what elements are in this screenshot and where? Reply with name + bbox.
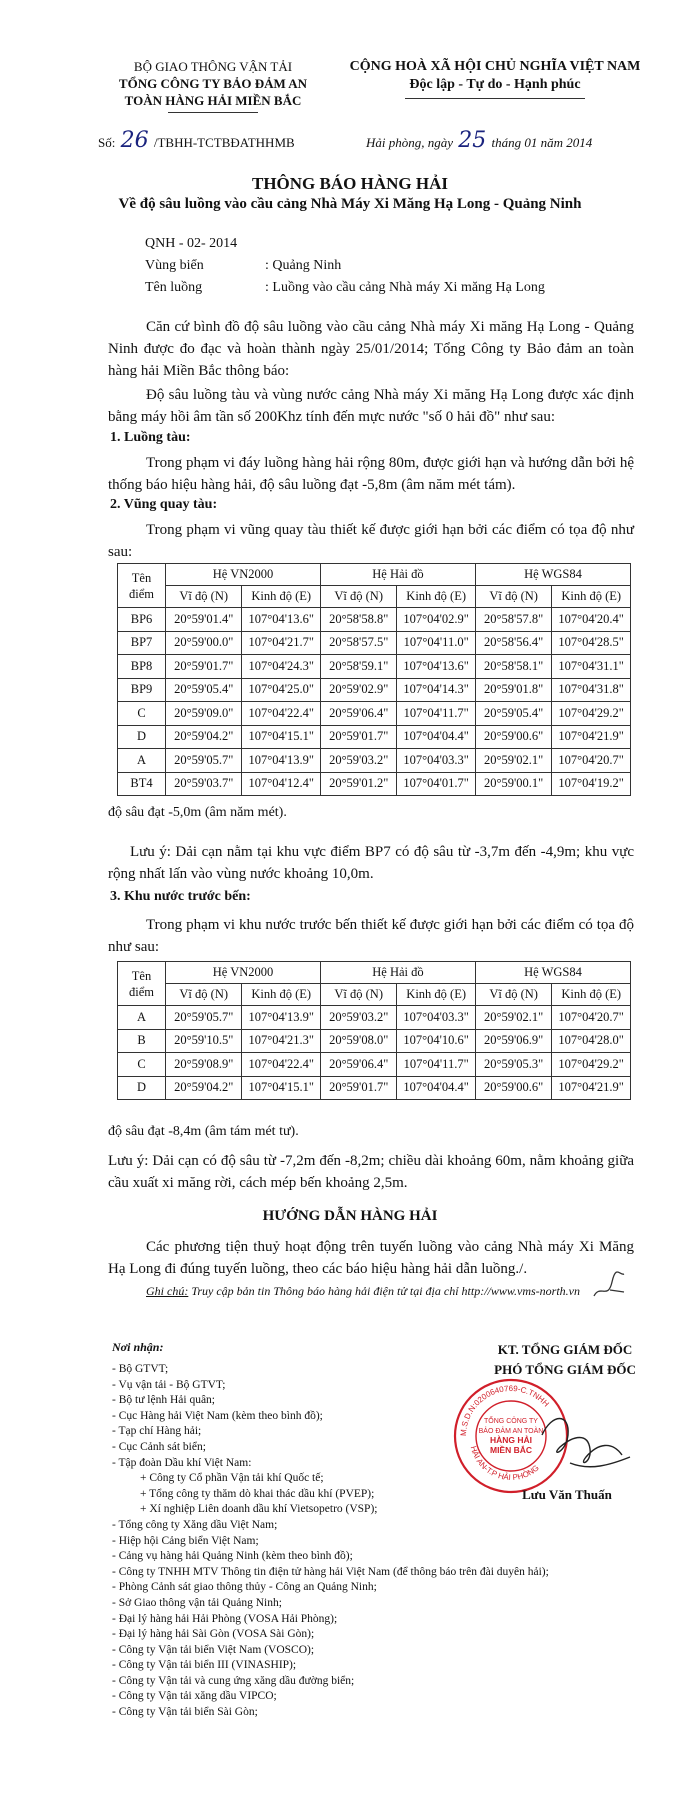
table-row: [118, 772, 631, 796]
coordinate-cell: 20°59'02.1": [475, 1006, 551, 1030]
section-3-text: Trong phạm vi khu nước trước bến thiết kế được giới hạn bởi các điểm có tọa độ như sau:: [108, 917, 634, 955]
table-header-lat: Vĩ độ (N): [475, 984, 551, 1006]
coordinate-cell: 107°04'21.7": [242, 631, 321, 655]
sea-area-label: Vùng biển: [145, 258, 204, 273]
recipient-item: - Công ty Vận tải biển III (VINASHIP);: [112, 1659, 297, 1672]
coordinate-cell: 20°59'06.4": [320, 1053, 396, 1077]
coordinate-cell: 107°04'02.9": [397, 608, 476, 632]
recipient-item: - Vụ vận tải - Bộ GTVT;: [112, 1378, 226, 1391]
berth-front-coordinates-table: [117, 961, 631, 1100]
recipient-item: - Công ty Vận tải xăng dầu VIPCO;: [112, 1690, 277, 1703]
coordinate-cell: 20°59'03.7": [166, 772, 242, 796]
coordinate-cell: 20°59'08.9": [166, 1053, 242, 1077]
guidance-note: [146, 1284, 580, 1299]
guidance-heading: HƯỚNG DẪN HÀNG HẢI: [262, 1208, 438, 1224]
coordinate-cell: 20°58'57.5": [320, 631, 396, 655]
coordinate-cell: 20°58'58.1": [475, 655, 551, 679]
table-header-lon: Kinh độ (E): [397, 984, 476, 1006]
point-name-cell: BT4: [118, 772, 166, 796]
table-row: [118, 1053, 631, 1077]
coordinate-cell: 20°59'01.7": [166, 655, 242, 679]
table-header-lon: Kinh độ (E): [552, 586, 631, 608]
recipient-item: - Phòng Cảnh sát giao thông thủy - Công an Quảng Ninh;: [112, 1581, 377, 1594]
coordinate-cell: 20°59'10.5": [166, 1029, 242, 1053]
coordinate-cell: 107°04'19.2": [552, 772, 631, 796]
coordinate-cell: 107°04'10.6": [397, 1029, 476, 1053]
section-1-text: Trong phạm vi đáy luồng hàng hải rộng 80m, được giới hạn và hướng dẫn bởi hệ thống báo hiệu hàng hải, độ sâu luồng đạt -5,8m (âm năm mét tám).: [108, 455, 634, 493]
sea-area-value: : Quảng Ninh: [265, 258, 342, 273]
recipient-item: + Công ty Cổ phần Vận tải khí Quốc tế;: [140, 1472, 324, 1485]
stamp-center-line: TỔNG CÔNG TY: [484, 1418, 538, 1425]
recipient-item: - Tạp chí Hàng hải;: [112, 1425, 202, 1438]
recipient-item: - Cục Hàng hải Việt Nam (kèm theo bình đồ);: [112, 1409, 323, 1422]
coordinate-cell: 20°59'04.2": [166, 725, 242, 749]
coordinate-cell: 107°04'20.7": [552, 749, 631, 773]
stamp-ring-path: M.S.D.N:0200640769-C.TNHH: [458, 1383, 551, 1437]
recipients-heading: Nơi nhận:: [112, 1340, 164, 1354]
org-name-line2: TOÀN HÀNG HẢI MIỀN BẮC: [124, 93, 302, 108]
recipient-item: - Đại lý hàng hải Sài Gòn (VOSA Sài Gòn);: [112, 1628, 315, 1641]
header-left-rule: [168, 112, 258, 113]
section-1-heading: 1. Luồng tàu:: [110, 430, 191, 445]
section-3-depth: độ sâu đạt -8,4m (âm tám mét tư).: [108, 1124, 299, 1139]
stamp-center-line: BẢO ĐẢM AN TOÀN: [478, 1428, 544, 1435]
coordinate-cell: 20°59'06.4": [320, 702, 396, 726]
coordinate-cell: 107°04'20.4": [552, 608, 631, 632]
channel-value: : Luồng vào cầu cảng Nhà máy Xi măng Hạ Long: [265, 280, 545, 295]
coordinate-cell: 107°04'11.0": [397, 631, 476, 655]
coordinate-cell: 20°59'01.7": [320, 725, 396, 749]
stamp-bottom-path: HẢI AN-T.P HẢI PHÒNG: [468, 1445, 541, 1483]
coordinate-cell: 20°59'00.6": [475, 1076, 551, 1100]
coordinate-cell: 107°04'12.4": [242, 772, 321, 796]
coordinate-cell: 107°04'20.7": [552, 1006, 631, 1030]
recipient-item: - Công ty TNHH MTV Thông tin điện tử hàng hải Việt Nam (để thông báo trên đài duyên hải);: [112, 1565, 549, 1578]
coordinate-cell: 107°04'28.5": [552, 631, 631, 655]
org-name-line1: TỔNG CÔNG TY BẢO ĐẢM AN: [118, 76, 308, 91]
stamp-center-line: MIỀN BẮC: [489, 1445, 533, 1455]
recipient-item: - Công ty Vận tải biển Sài Gòn;: [112, 1706, 258, 1719]
section-2-heading: 2. Vũng quay tàu:: [110, 497, 218, 512]
recipient-item: + Tổng công ty thăm dò khai thác dầu khí (PVEP);: [140, 1487, 375, 1500]
coordinate-cell: 107°04'29.2": [552, 1053, 631, 1077]
coordinate-cell: 20°58'58.8": [320, 608, 396, 632]
table-header-point: Tên điểm: [118, 962, 166, 1006]
coordinate-cell: 20°59'02.9": [320, 678, 396, 702]
note-label: Ghi chú:: [146, 1284, 189, 1298]
coordinate-cell: 107°04'21.3": [242, 1029, 321, 1053]
coordinate-cell: 20°59'00.1": [475, 772, 551, 796]
table-row: [118, 1006, 631, 1030]
point-name-cell: B: [118, 1029, 166, 1053]
stamp-center-line: HÀNG HẢI: [489, 1435, 533, 1445]
point-name-cell: C: [118, 1053, 166, 1077]
coordinate-cell: 107°04'03.3": [397, 1006, 476, 1030]
recipients-list: [112, 1362, 592, 1721]
coordinate-cell: 20°59'01.7": [320, 1076, 396, 1100]
recipient-item: - Đại lý hàng hải Hải Phòng (VOSA Hải Phòng);: [112, 1612, 338, 1625]
header-right-rule: [405, 98, 585, 99]
coordinate-cell: 20°59'05.4": [166, 678, 242, 702]
coordinate-cell: 20°58'57.8": [475, 608, 551, 632]
coordinate-cell: 20°59'03.2": [320, 749, 396, 773]
coordinate-cell: 20°59'00.6": [475, 725, 551, 749]
table-header-lat: Vĩ độ (N): [320, 984, 396, 1006]
recipient-item: - Tập đoàn Dầu khí Việt Nam:: [112, 1456, 252, 1469]
turning-basin-coordinates-table: [117, 563, 631, 796]
coordinate-cell: 20°59'02.1": [475, 749, 551, 773]
table-header-vn2000: Hệ VN2000: [166, 962, 321, 984]
coordinate-cell: 107°04'31.1": [552, 655, 631, 679]
coordinate-cell: 107°04'25.0": [242, 678, 321, 702]
coordinate-cell: 20°59'05.3": [475, 1053, 551, 1077]
coordinate-cell: 20°59'03.2": [320, 1006, 396, 1030]
coordinate-cell: 107°04'04.4": [397, 725, 476, 749]
table-header-lon: Kinh độ (E): [552, 984, 631, 1006]
coordinate-cell: 107°04'04.4": [397, 1076, 476, 1100]
coordinate-cell: 20°59'01.4": [166, 608, 242, 632]
point-name-cell: C: [118, 702, 166, 726]
section-3-heading: 3. Khu nước trước bến:: [110, 889, 251, 904]
nation-name: CỘNG HOÀ XÃ HỘI CHỦ NGHĨA VIỆT NAM: [349, 59, 641, 74]
section-2-text: Trong phạm vi vũng quay tàu thiết kế được giới hạn bởi các điểm có tọa độ như sau:: [108, 522, 634, 560]
table-row: [118, 749, 631, 773]
date-day-handwritten: 25: [458, 128, 487, 153]
table-header-chart-datum: Hệ Hải đồ: [320, 564, 475, 586]
recipient-item: - Tổng công ty Xăng dầu Việt Nam;: [112, 1518, 278, 1531]
coordinate-cell: 107°04'13.9": [242, 1006, 321, 1030]
ref-number-handwritten: 26: [120, 128, 149, 153]
coordinate-cell: 20°59'05.7": [166, 1006, 242, 1030]
recipient-item: + Xí nghiệp Liên doanh dầu khí Vietsopetro (VSP);: [140, 1503, 378, 1516]
recipient-item: - Bộ GTVT;: [112, 1363, 169, 1375]
coordinate-cell: 107°04'22.4": [242, 1053, 321, 1077]
section-3-note: Lưu ý: Dải cạn có độ sâu từ -7,2m đến -8,2m; chiều dài khoảng 60m, nằm khoảng giữa cầu xuất xi măng rời, cách mép bến khoảng 2,5m.: [108, 1153, 634, 1191]
coordinate-cell: 107°04'22.4": [242, 702, 321, 726]
coordinate-cell: 20°59'01.2": [320, 772, 396, 796]
national-header: [330, 58, 660, 99]
table-header-wgs84: Hệ WGS84: [475, 564, 630, 586]
coordinate-cell: 20°58'59.1": [320, 655, 396, 679]
berth-front-table-body: [118, 1006, 631, 1100]
point-name-cell: BP6: [118, 608, 166, 632]
ministry-name: BỘ GIAO THÔNG VẬN TẢI: [133, 59, 293, 74]
coordinate-cell: 107°04'03.3": [397, 749, 476, 773]
table-header-lat: Vĩ độ (N): [320, 586, 396, 608]
coordinate-cell: 107°04'21.9": [552, 725, 631, 749]
initials-mark: [590, 1270, 630, 1304]
point-name-cell: BP9: [118, 678, 166, 702]
table-row: [118, 1076, 631, 1100]
coordinate-cell: 107°04'21.9": [552, 1076, 631, 1100]
table-row: [118, 702, 631, 726]
point-name-cell: BP8: [118, 655, 166, 679]
table-row: [118, 1029, 631, 1053]
coordinate-cell: 107°04'28.0": [552, 1029, 631, 1053]
table-header-lat: Vĩ độ (N): [475, 586, 551, 608]
date-suffix: tháng 01 năm 2014: [491, 135, 593, 150]
coordinate-cell: 107°04'15.1": [242, 1076, 321, 1100]
recipient-item: - Công ty Vận tải và cung ứng xăng dầu đường biển;: [112, 1674, 355, 1687]
notice-code: QNH - 02- 2014: [145, 236, 238, 251]
section-2-note: Lưu ý: Dải cạn nằm tại khu vực điểm BP7 có độ sâu từ -3,7m đến -4,9m; khu vực rộng nhất lấn vào vùng nước khoảng 10,0m.: [108, 844, 634, 882]
coordinate-cell: 107°04'11.7": [397, 1053, 476, 1077]
recipient-item: - Cục Cảnh sát biển;: [112, 1440, 206, 1453]
ref-prefix: Số:: [98, 135, 116, 150]
ref-suffix: /TBHH-TCTBĐATHHMB: [153, 135, 295, 150]
table-header-point: Tên điểm: [118, 564, 166, 608]
recipient-item: - Cảng vụ hàng hải Quảng Ninh (kèm theo bình đồ);: [112, 1550, 353, 1563]
coordinate-cell: 107°04'29.2": [552, 702, 631, 726]
point-name-cell: A: [118, 749, 166, 773]
section-2-depth: độ sâu đạt -5,0m (âm năm mét).: [108, 805, 287, 820]
signer-name: Lưu Văn Thuấn: [522, 1487, 612, 1502]
coordinate-cell: 107°04'11.7": [397, 702, 476, 726]
coordinate-cell: 20°59'00.0": [166, 631, 242, 655]
recipient-item: - Bộ tư lệnh Hải quân;: [112, 1394, 216, 1407]
coordinate-cell: 107°04'13.6": [242, 608, 321, 632]
document-title: THÔNG BÁO HÀNG HẢI: [252, 174, 448, 193]
coordinate-cell: 107°04'13.6": [397, 655, 476, 679]
coordinate-cell: 20°59'01.8": [475, 678, 551, 702]
table-header-chart-datum: Hệ Hải đồ: [320, 962, 475, 984]
coordinate-cell: 107°04'31.8": [552, 678, 631, 702]
table-header-lon: Kinh độ (E): [242, 586, 321, 608]
point-name-cell: BP7: [118, 631, 166, 655]
issue-date: [366, 128, 592, 153]
table-header-lon: Kinh độ (E): [242, 984, 321, 1006]
intro-paragraph-2: Độ sâu luồng tàu và vùng nước cảng Nhà máy Xi măng Hạ Long được xác định bằng máy hồi âm tần số 200Khz tính đến mực nước "số 0 hải đồ" như sau:: [108, 387, 634, 425]
table-header-vn2000: Hệ VN2000: [166, 564, 321, 586]
table-header-lon: Kinh độ (E): [397, 586, 476, 608]
table-row: [118, 725, 631, 749]
point-name-cell: D: [118, 1076, 166, 1100]
table-row: [118, 655, 631, 679]
coordinate-cell: 20°59'04.2": [166, 1076, 242, 1100]
coordinate-cell: 107°04'14.3": [397, 678, 476, 702]
coordinate-cell: 107°04'15.1": [242, 725, 321, 749]
intro-paragraph-1: Căn cứ bình đồ độ sâu luồng vào cầu cảng Nhà máy Xi măng Hạ Long - Quảng Ninh được đo đạc và hoàn thành ngày 25/01/2014; Tổng Công ty Bảo đảm an toàn hàng hải Miền Bắc thông báo:: [108, 319, 634, 379]
point-name-cell: D: [118, 725, 166, 749]
coordinate-cell: 20°59'09.0": [166, 702, 242, 726]
coordinate-cell: 107°04'24.3": [242, 655, 321, 679]
national-motto: Độc lập - Tự do - Hạnh phúc: [409, 77, 581, 92]
issuing-organization: [108, 58, 318, 113]
turning-basin-table-body: [118, 608, 631, 796]
recipient-item: - Công ty Vận tải biển Việt Nam (VOSCO);: [112, 1643, 315, 1656]
coordinate-cell: 20°58'56.4": [475, 631, 551, 655]
date-prefix: Hải phòng, ngày: [366, 135, 454, 150]
signature-title-line2: PHÓ TỔNG GIÁM ĐỐC: [494, 1362, 636, 1377]
reference-number: [98, 128, 295, 153]
signature-title-line1: KT. TỔNG GIÁM ĐỐC: [497, 1342, 633, 1357]
table-row: [118, 608, 631, 632]
table-row: [118, 631, 631, 655]
table-header-wgs84: Hệ WGS84: [475, 962, 630, 984]
table-header-lat: Vĩ độ (N): [166, 586, 242, 608]
coordinate-cell: 20°59'05.7": [166, 749, 242, 773]
recipient-item: - Sở Giao thông vận tải Quảng Ninh;: [112, 1596, 282, 1609]
coordinate-cell: 107°04'13.9": [242, 749, 321, 773]
coordinate-cell: 107°04'01.7": [397, 772, 476, 796]
table-header-lat: Vĩ độ (N): [166, 984, 242, 1006]
table-row: [118, 678, 631, 702]
channel-label: Tên luồng: [145, 280, 203, 295]
guidance-text: Các phương tiện thuỷ hoạt động trên tuyến luồng vào cảng Nhà máy Xi Măng Hạ Long đi đúng tuyến luồng, theo các báo hiệu hàng hải dẫn luồng./.: [108, 1239, 634, 1277]
recipient-item: - Hiệp hội Cảng biển Việt Nam;: [112, 1534, 259, 1547]
document-subtitle: Về độ sâu luồng vào cầu cảng Nhà Máy Xi Măng Hạ Long - Quảng Ninh: [118, 196, 582, 212]
coordinate-cell: 20°59'05.4": [475, 702, 551, 726]
coordinate-cell: 20°59'08.0": [320, 1029, 396, 1053]
coordinate-cell: 20°59'06.9": [475, 1029, 551, 1053]
point-name-cell: A: [118, 1006, 166, 1030]
note-text: Truy cập bản tin Thông báo hàng hải điện tử tại địa chỉ http://www.vms-north.vn: [188, 1284, 580, 1298]
